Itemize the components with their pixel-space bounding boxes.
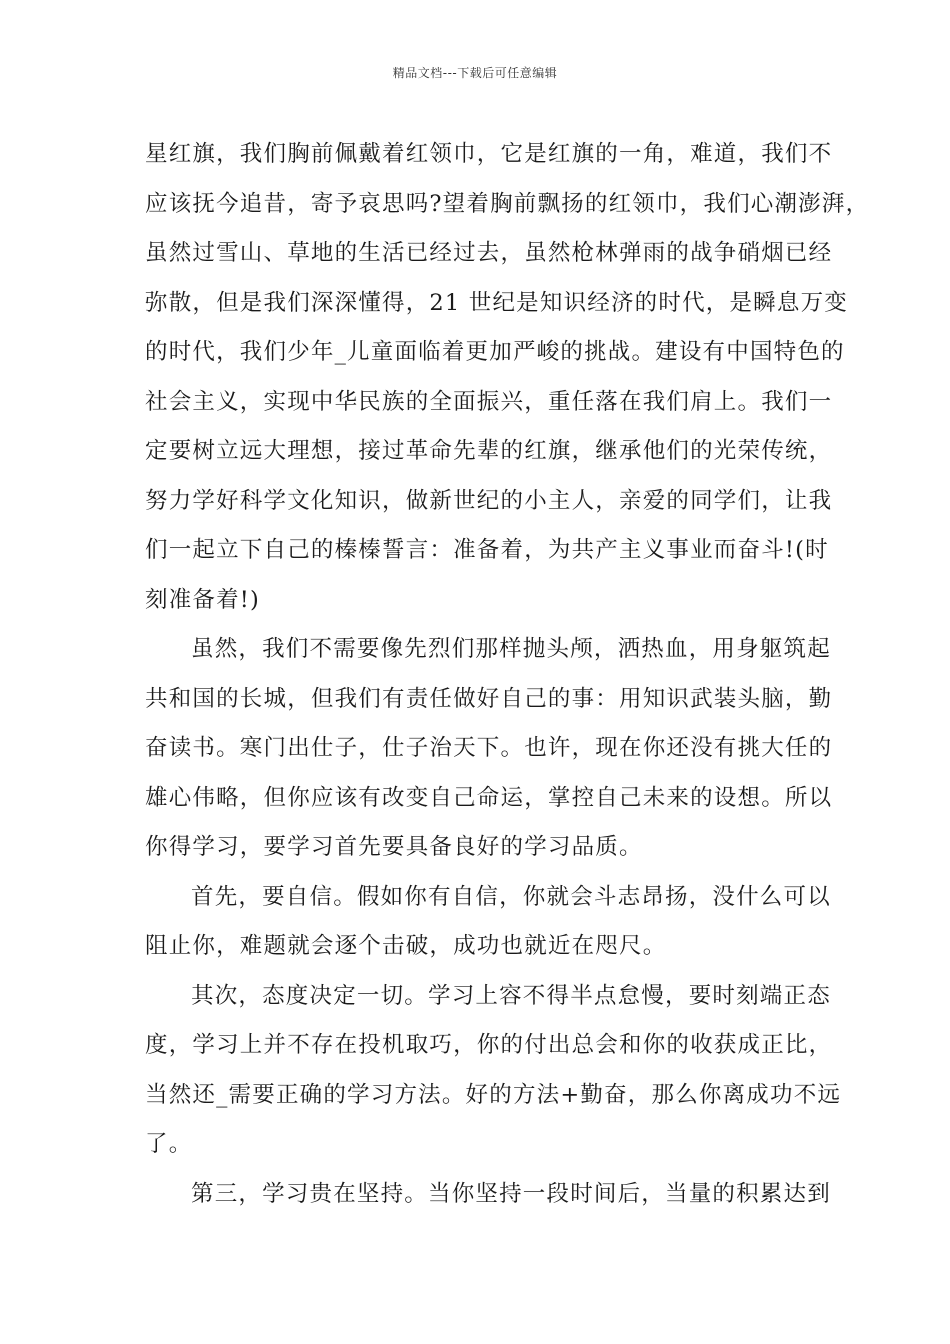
text-line: 共和国的长城，但我们有责任做好自己的事：用知识武装头脑，勤 [145,685,833,712]
page-header: 精品文档---下载后可任意编辑 [392,66,558,80]
text-line: 定要树立远大理想，接过革命先辈的红旗，继承他们的光荣传统， [145,438,833,464]
text-line: 的时代，我们少年_儿童面临着更加严峻的挑战。建设有中国特色的 [145,339,845,365]
paragraph-4 [145,972,842,1170]
text-line: 们一起立下自己的榛榛誓言：准备着，为共产主义事业而奋斗!(时 [145,537,829,563]
paragraph-3 [145,873,831,972]
paragraph-5 [145,1170,831,1220]
paragraph-2 [145,625,833,873]
text-line: 度，学习上并不存在投机取巧，你的付出总会和你的收获成正比， [145,1032,833,1058]
text-line: 虽然，我们不需要像先烈们那样抛头颅，洒热血，用身躯筑起 [191,636,831,662]
paragraph-1 [145,130,870,625]
text-line: 了。 [145,1131,193,1157]
document-body [145,130,870,1219]
text-line: 第三，学习贵在坚持。当你坚持一段时间后，当量的积累达到 [191,1180,831,1207]
text-line: 你得学习，要学习首先要具备良好的学习品质。 [145,834,643,860]
text-line: 星红旗，我们胸前佩戴着红领巾，它是红旗的一角，难道，我们不 [145,141,833,167]
text-line: 努力学好科学文化知识，做新世纪的小主人，亲爱的同学们，让我 [145,487,833,514]
text-line: 首先，要自信。假如你有自信，你就会斗志昂扬，没什么可以 [191,883,831,910]
text-line: 弥散，但是我们深深懂得，21 世纪是知识经济的时代，是瞬息万变 [145,289,848,316]
text-line: 社会主义，实现中华民族的全面振兴，重任落在我们肩上。我们一 [145,388,833,415]
text-line: 刻准备着!) [145,586,261,613]
text-line: 应该抚今追昔，寄予哀思吗?望着胸前飘扬的红领巾，我们心潮澎湃， [145,190,870,217]
text-line: 雄心伟略，但你应该有改变自己命运，掌控自己未来的设想。所以 [145,784,833,811]
text-line: 奋读书。寒门出仕子，仕子治天下。也许，现在你还没有挑大任的 [145,735,833,761]
text-line: 其次，态度决定一切。学习上容不得半点怠慢，要时刻端正态 [191,982,831,1009]
text-line: 阻止你，难题就会逐个击破，成功也就近在咫尺。 [145,933,667,959]
text-line: 虽然过雪山、草地的生活已经过去，虽然枪林弹雨的战争硝烟已经 [145,240,833,266]
text-line: 当然还_需要正确的学习方法。好的方法+勤奋，那么你离成功不远 [145,1081,842,1108]
